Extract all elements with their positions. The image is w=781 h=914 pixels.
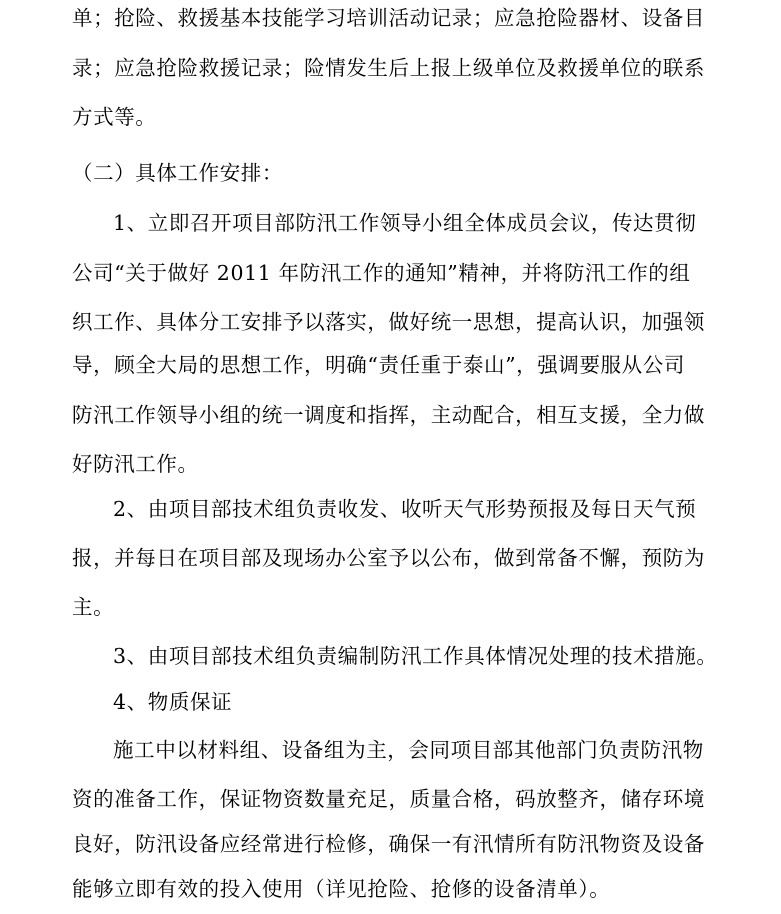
text-line: 良好，防汛设备应经常进行检修，确保一有汛情所有防汛物资及设备 — [72, 832, 705, 856]
text-line: 单；抢险、救援基本技能学习培训活动记录；应急抢险器材、设备目 — [72, 6, 705, 30]
paragraph-2-first-line: 2、由项目部技术组负责收发、收听天气形势预报及每日天气预 — [113, 497, 697, 521]
section-heading: （二）具体工作安排： — [72, 161, 283, 185]
text-line: 录；应急抢险救援记录；险情发生后上报上级单位及救援单位的联系 — [72, 56, 705, 80]
text-line: 主。 — [72, 595, 115, 619]
subheading-material-guarantee: 4、物质保证 — [113, 690, 233, 714]
text-line: 导，顾全大局的思想工作，明确“责任重于泰山”，强调要服从公司 — [72, 353, 685, 377]
text-line: 方式等。 — [72, 105, 157, 129]
text-line: 能够立即有效的投入使用（详见抢险、抢修的设备清单）。 — [72, 877, 611, 901]
paragraph-1-first-line: 1、立即召开项目部防汛工作领导小组全体成员会议，传达贯彻 — [113, 211, 697, 235]
text-line: 织工作、具体分工安排予以落实，做好统一思想，提高认识，加强领 — [72, 310, 705, 334]
paragraph-4-first-line: 施工中以材料组、设备组为主，会同项目部其他部门负责防汛物 — [113, 738, 704, 762]
paragraph-3-line: 3、由项目部技术组负责编制防汛工作具体情况处理的技术措施。 — [113, 644, 718, 668]
text-line: 报，并每日在项目部及现场办公室予以公布，做到常备不懈，预防为 — [72, 546, 705, 570]
text-line: 公司“关于做好 2011 年防汛工作的通知”精神，并将防汛工作的组 — [72, 261, 691, 285]
text-line: 资的准备工作，保证物资数量充足，质量合格，码放整齐，储存环境 — [72, 787, 705, 811]
text-line: 好防汛工作。 — [72, 452, 199, 476]
text-line: 防汛工作领导小组的统一调度和指挥，主动配合，相互支援，全力做 — [72, 403, 705, 427]
